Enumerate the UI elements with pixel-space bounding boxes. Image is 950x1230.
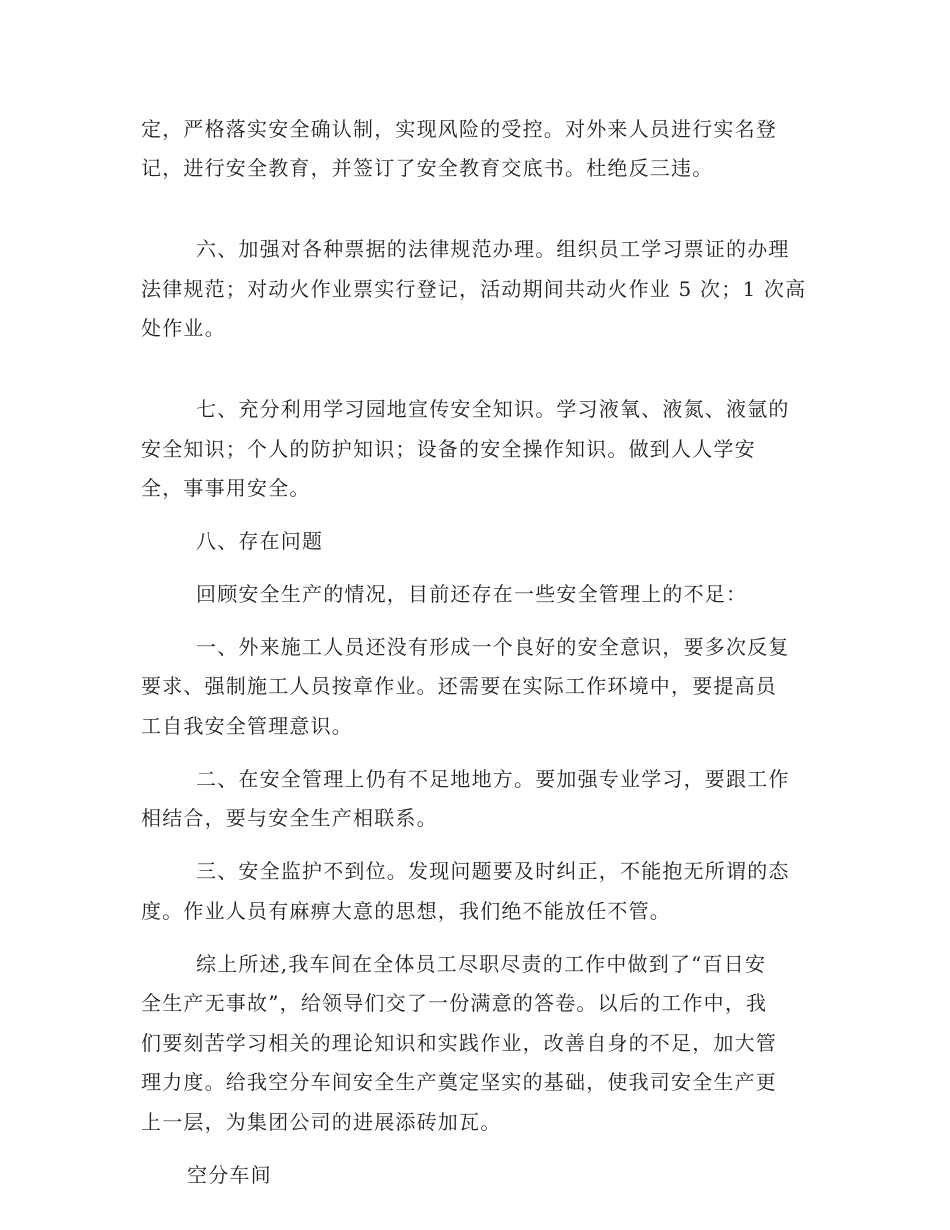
- text-line: 法律规范；对动火作业票实行登记，活动期间共动火作业 5 次；1 次高: [141, 277, 807, 301]
- text-line: 上一层，为集团公司的进展添砖加瓦。: [141, 1110, 502, 1134]
- text-line: 理力度。给我空分车间安全生产奠定坚实的基础，使我司安全生产更: [141, 1070, 777, 1094]
- section-heading: 八、存在问题: [196, 529, 324, 553]
- text-line: 七、充分利用学习园地宣传安全知识。学习液氧、液氮、液氩的: [196, 397, 790, 421]
- text-line: 处作业。: [141, 316, 226, 340]
- text-line: 工自我安全管理意识。: [141, 714, 353, 738]
- text-line: 综上所述,我车间在全体员工尽职尽责的工作中做到了“百日安: [196, 952, 767, 976]
- text-line: 要求、强制施工人员按章作业。还需要在实际工作环境中，要提高员: [141, 674, 777, 698]
- text-line: 全生产无事故”，给领导们交了一份满意的答卷。以后的工作中，我: [141, 991, 768, 1015]
- text-line: 安全知识；个人的防护知识；设备的安全操作知识。做到人人学安: [141, 437, 756, 461]
- text-line: 度。作业人员有麻痹大意的思想，我们绝不能放任不管。: [141, 899, 671, 923]
- text-line: 全，事事用安全。: [141, 476, 311, 500]
- text-line: 三、安全监护不到位。发现问题要及时纠正，不能抱无所谓的态: [196, 859, 790, 883]
- text-line: 回顾安全生产的情况，目前还存在一些安全管理上的不足：: [196, 582, 748, 606]
- text-line: 一、外来施工人员还没有形成一个良好的安全意识，要多次反复: [196, 635, 790, 659]
- text-line: 们要刻苦学习相关的理论知识和实践作业，改善自身的不足，加大管: [141, 1031, 777, 1055]
- text-line: 二、在安全管理上仍有不足地地方。要加强专业学习，要跟工作: [196, 767, 790, 791]
- text-line: 六、加强对各种票据的法律规范办理。组织员工学习票证的办理: [196, 237, 790, 261]
- text-line: 定，严格落实安全确认制，实现风险的受控。对外来人员进行实名登: [141, 117, 777, 141]
- text-line: 记，进行安全教育，并签订了安全教育交底书。杜绝反三违。: [141, 156, 714, 180]
- text-line: 相结合，要与安全生产相联系。: [141, 806, 438, 830]
- signature-department: 空分车间: [187, 1163, 272, 1187]
